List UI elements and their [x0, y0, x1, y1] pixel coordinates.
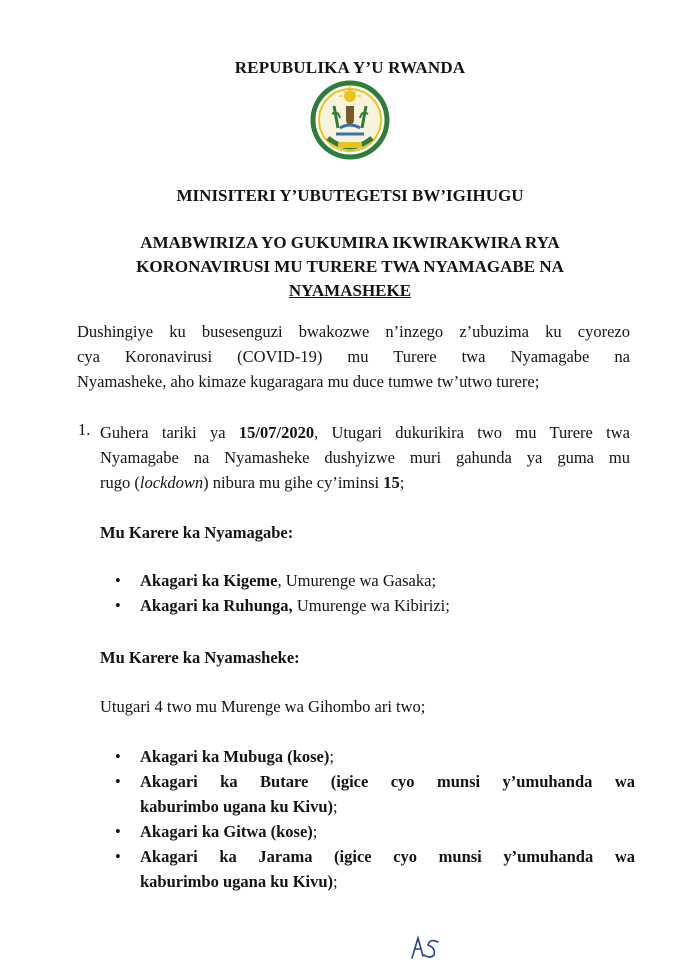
lockdown-days: 15 — [383, 473, 400, 492]
nyamagabe-heading: Mu Karere ka Nyamagabe: — [100, 523, 294, 542]
bullet-icon: • — [115, 596, 121, 615]
lockdown-term: lockdown — [139, 473, 204, 492]
nyamasheke-list — [115, 744, 635, 894]
cell-name: Akagari ka Mubuga (kose) — [140, 747, 330, 766]
nyamagabe-list — [115, 568, 635, 618]
item-1-text: ) nibura mu gihe cy’iminsi — [203, 473, 384, 492]
list-item-line — [140, 744, 635, 769]
intro-line-1: Dushingiye ku busesenguzi bwakozwe n’inzego z’ubuzima ku cyorezo — [77, 322, 630, 341]
title-line-2: KORONAVIRUSI MU TURERE TWA NYAMAGABE NA — [136, 257, 564, 276]
item-1-line-2: Nyamagabe na Nyamasheke dushyizwe muri gahunda ya guma mu — [100, 448, 630, 467]
cell-name: Akagari ka Gitwa (kose) — [140, 822, 313, 841]
bullet-icon: • — [115, 772, 121, 791]
punctuation: ; — [333, 797, 338, 816]
list-item — [115, 593, 635, 618]
rwanda-coat-of-arms-emblem — [310, 80, 390, 162]
item-1-line-3 — [100, 470, 630, 495]
list-item-line — [140, 794, 635, 819]
title-line-3: NYAMASHEKE — [288, 281, 412, 300]
list-item-line — [140, 869, 635, 894]
punctuation: ; — [312, 822, 318, 841]
item-1-line-1 — [100, 420, 630, 445]
list-item-line: Akagari ka Butare (igice cyo munsi y’umuhanda wa — [140, 772, 635, 791]
start-date: 15/07/2020 — [238, 423, 315, 442]
item-1-text: ; — [399, 473, 405, 492]
cell-detail: kaburimbo ugana ku Kivu) — [140, 872, 334, 891]
punctuation: ; — [333, 872, 338, 891]
list-item-line — [140, 819, 635, 844]
sector-name: , Umurenge wa Gasaka; — [277, 571, 437, 590]
cell-name: Akagari ka Ruhunga, — [140, 596, 293, 615]
ministry-heading: MINISITERI Y’UBUTEGETSI BW’IGIHUGU — [176, 186, 524, 205]
list-item — [115, 568, 635, 593]
sector-name: Umurenge wa Kibirizi; — [292, 596, 450, 615]
list-item-line: Akagari ka Jarama (igice cyo munsi y’umuhanda wa — [140, 847, 635, 866]
cell-name: Akagari ka Kigeme — [140, 571, 278, 590]
bullet-icon: • — [115, 571, 121, 590]
country-heading: REPUBULIKA Y’U RWANDA — [234, 58, 466, 77]
item-1-text: Guhera tariki ya — [100, 423, 239, 442]
cell-detail: kaburimbo ugana ku Kivu) — [140, 797, 334, 816]
bullet-icon: • — [115, 822, 121, 841]
item-1-text: , Utugari dukurikira two mu Turere twa — [314, 423, 630, 442]
bullet-icon: • — [115, 747, 121, 766]
nyamasheke-intro: Utugari 4 two mu Murenge wa Gihombo ari two; — [100, 697, 426, 716]
intro-paragraph — [77, 319, 630, 394]
item-1-text: rugo ( — [100, 473, 140, 492]
list-item — [115, 819, 635, 844]
intro-line-3: Nyamasheke, aho kimaze kugaragara mu duce tumwe tw’utwo turere; — [77, 372, 540, 391]
intro-line-2: cya Koronavirusi (COVID-19) mu Turere twa Nyamagabe na — [77, 347, 630, 366]
list-item — [115, 769, 635, 819]
list-item — [115, 744, 635, 769]
item-1-paragraph — [100, 420, 630, 495]
list-item — [115, 844, 635, 894]
nyamasheke-heading: Mu Karere ka Nyamasheke: — [100, 648, 300, 667]
item-number: 1. — [78, 420, 91, 439]
bullet-icon: • — [115, 847, 121, 866]
document-title — [90, 231, 610, 303]
title-line-1: AMABWIRIZA YO GUKUMIRA IKWIRAKWIRA RYA — [140, 233, 560, 252]
punctuation: ; — [329, 747, 334, 766]
initials-signature — [408, 932, 448, 962]
